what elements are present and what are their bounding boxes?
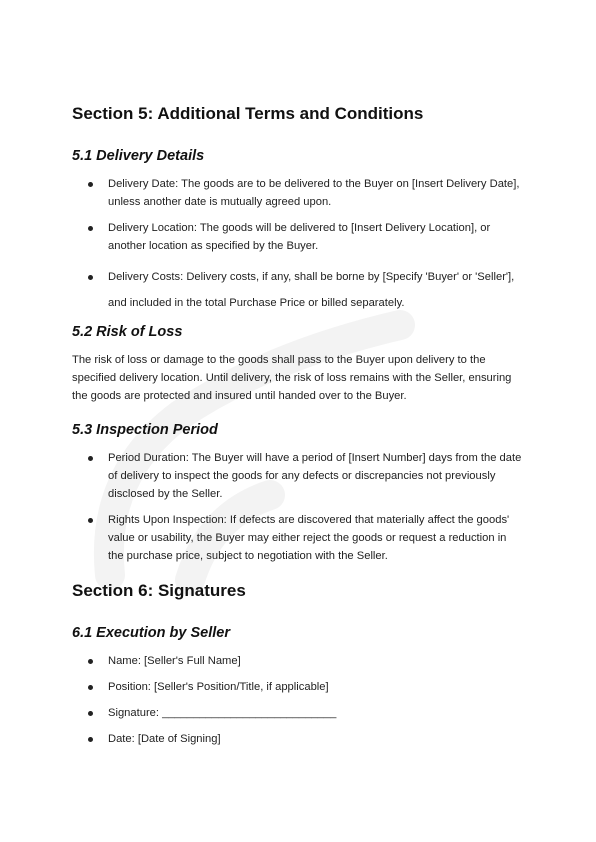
execution-by-seller-heading: 6.1 Execution by Seller [72, 625, 230, 641]
bullet-dot [88, 275, 93, 280]
list-item [72, 264, 524, 316]
bullet-dot [88, 659, 93, 664]
section-6-heading: Section 6: Signatures [72, 581, 246, 600]
bullet-dot [88, 226, 93, 231]
bullet-dot [88, 685, 93, 690]
seller-position-field: Position: [Seller's Position/Title, if applicable] [108, 681, 329, 693]
list-item-text: Delivery Costs: Delivery costs, if any, shall be borne by [Specify 'Buyer' or 'Seller'], and included in the total Purchase Price or billed separately. [108, 271, 515, 309]
list-item-text: Rights Upon Inspection: If defects are discovered that materially affect the goods' value or usability, the Buyer may either reject the goods or request a reduction in the purchase price, subject to negotiation with the Seller. [108, 514, 510, 562]
list-item [72, 449, 524, 503]
list-item-text: Delivery Date: The goods are to be delivered to the Buyer on [Insert Delivery Date], unless another date is mutually agreed upon. [108, 178, 520, 208]
seller-date-field: Date: [Date of Signing] [108, 733, 221, 745]
risk-of-loss-heading: 5.2 Risk of Loss [72, 324, 183, 340]
risk-of-loss-paragraph: The risk of loss or damage to the goods shall pass to the Buyer upon delivery to the specified delivery location. Until delivery, the risk of loss remains with the Seller, ensuring the goods are protected and insured until handed over to the Buyer. [72, 354, 512, 402]
bullet-dot [88, 737, 93, 742]
bullet-dot [88, 711, 93, 716]
list-item [72, 652, 524, 670]
seller-name-field: Name: [Seller's Full Name] [108, 655, 241, 667]
bullet-dot [88, 456, 93, 461]
list-item [72, 678, 524, 696]
bullet-dot [88, 182, 93, 187]
list-item [72, 730, 524, 748]
list-item-text: Period Duration: The Buyer will have a period of [Insert Number] days from the date of delivery to inspect the goods for any defects or discrepancies not previously disclosed by the Seller. [108, 452, 522, 500]
seller-signature-field: Signature: ____________________________ [108, 707, 337, 719]
list-item [72, 219, 524, 255]
list-item [72, 704, 524, 722]
section-5-heading: Section 5: Additional Terms and Conditions [72, 104, 424, 123]
list-item-text: Delivery Location: The goods will be delivered to [Insert Delivery Location], or another location as specified by the Buyer. [108, 222, 491, 252]
list-item [72, 175, 524, 211]
bullet-dot [88, 518, 93, 523]
inspection-period-heading: 5.3 Inspection Period [72, 422, 218, 438]
delivery-details-heading: 5.1 Delivery Details [72, 148, 205, 164]
list-item [72, 511, 524, 565]
